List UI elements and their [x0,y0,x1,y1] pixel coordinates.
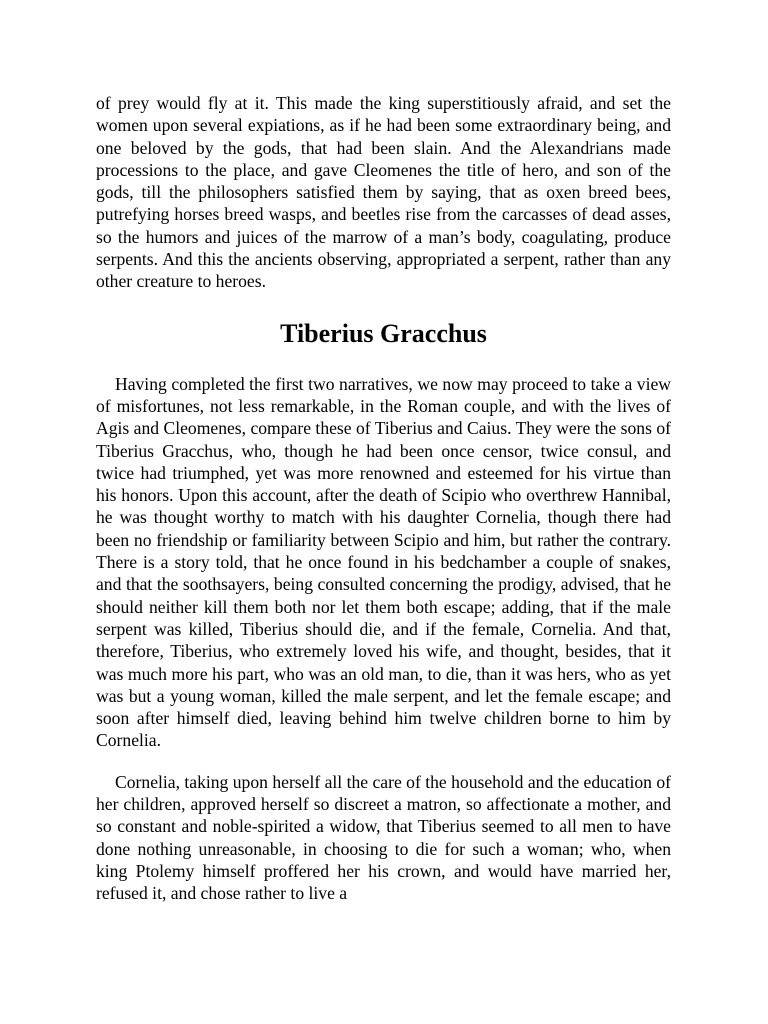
chapter-heading: Tiberius Gracchus [280,318,487,348]
chapter-heading-container [96,319,671,349]
paragraph: Cornelia, taking upon herself all the care of the household and the education of her children, approved herself so discreet a matron, so affectionate a mother, and so constant and noble-spirited a widow, that Tiberius seemed to all men to have done nothing unreasonable, in choosing to die for such a woman; who, when king Ptolemy himself proffered her his crown, and would have married her, refused it, and chose rather to live a [96,771,671,904]
document-page [96,92,671,905]
paragraph-continuation: of prey would fly at it. This made the king superstitiously afraid, and set the women upon several expiations, as if he had been some extraordinary being, and one beloved by the gods, that had been slain. And the Alexandrians made processions to the place, and gave Cleomenes the title of hero, and son of the gods, till the philosophers satisfied them by saying, that as oxen breed bees, putrefying horses breed wasps, and beetles rise from the carcasses of dead asses, so the humors and juices of the marrow of a man’s body, coagulating, produce serpents. And this the ancients observing, appropriated a serpent, rather than any other creature to heroes. [96,93,671,292]
paragraph: Having completed the first two narratives, we now may proceed to take a view of misfortunes, not less remarkable, in the Roman couple, and with the lives of Agis and Cleomenes, compare these of Tiberius and Caius. They were the sons of Tiberius Gracchus, who, though he had been once censor, twice consul, and twice had triumphed, yet was more renowned and esteemed for his virtue than his honors. Upon this account, after the death of Scipio who overthrew Hannibal, he was thought worthy to match with his daughter Cornelia, though there had been no friendship or familiarity between Scipio and him, but rather the contrary. There is a story told, that he once found in his bedchamber a couple of snakes, and that the soothsayers, being consulted concerning the prodigy, advised, that he should neither kill them both nor let them both escape; adding, that if the male serpent was killed, Tiberius should die, and if the female, Cornelia. And that, therefore, Tiberius, who extremely loved his wife, and thought, besides, that it was much more his part, who was an old man, to die, than it was hers, who as yet was but a young woman, killed the male serpent, and let the female escape; and soon after himself died, leaving behind him twelve children borne to him by Cornelia. [96,373,671,751]
